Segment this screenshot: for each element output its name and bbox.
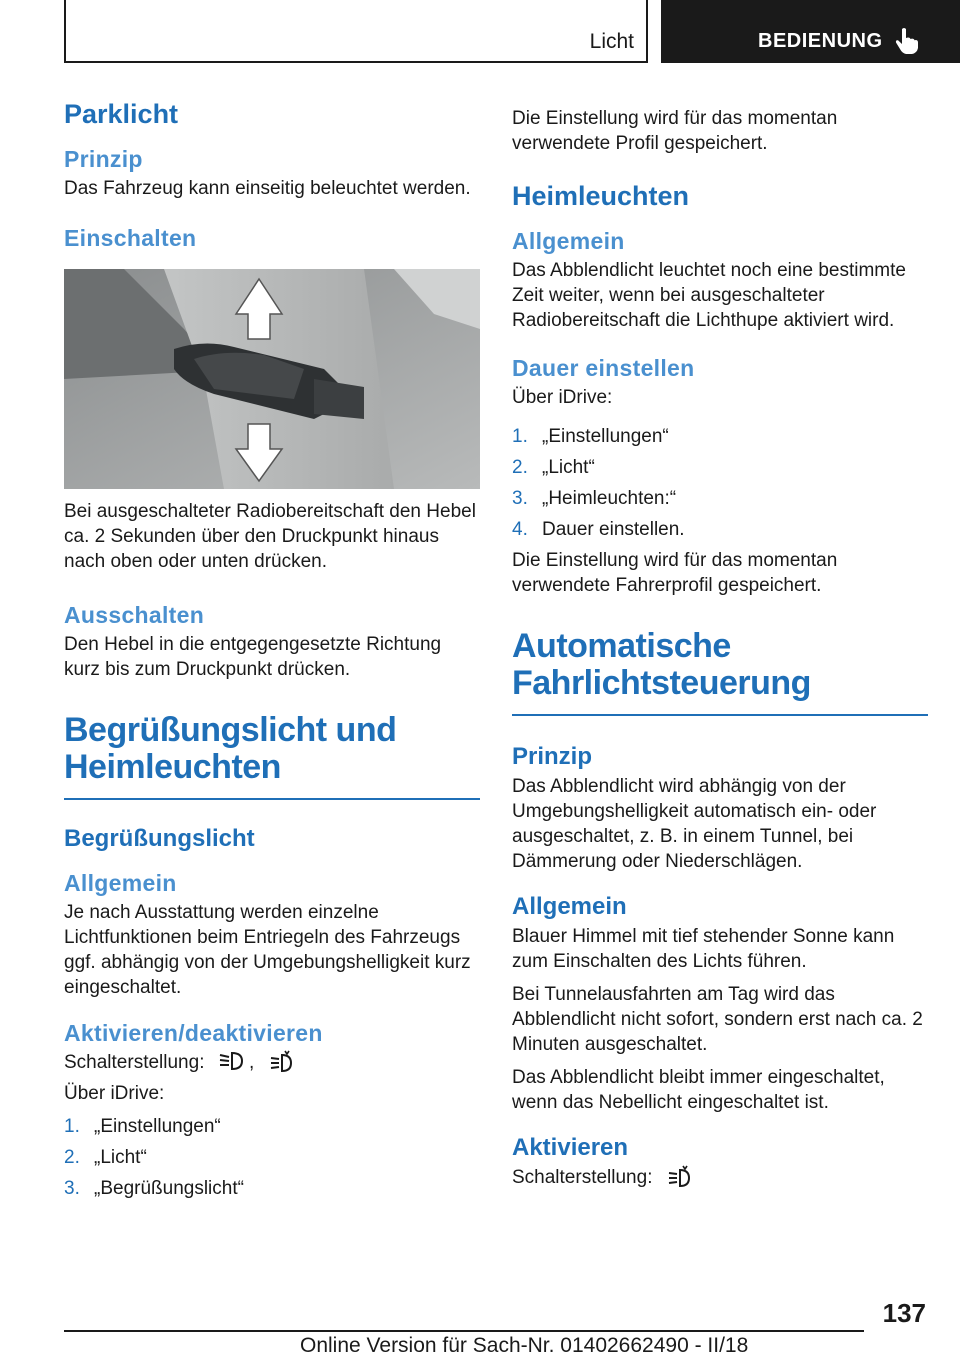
list-item: 2. „Licht“ <box>512 457 595 478</box>
header-frame <box>64 0 648 63</box>
right-column <box>512 106 928 1190</box>
heading-ausschalten: Ausschalten <box>64 602 205 628</box>
text-allgemein: Je nach Ausstattung werden einzelne Lichtfunktionen beim Entriegeln des Fahrzeugs ggf. abhängig von der Umgebungshelligkeit kurz eingeschaltet. <box>64 902 471 998</box>
heading-prinzip: Prinzip <box>64 146 143 172</box>
header-chapter-label: BEDIENUNG <box>758 30 883 52</box>
text-prinzip-right: Das Abblendlicht wird abhängig von der Umgebungshelligkeit automatisch ein- oder ausgeschaltet, z. B. in einem Tunnel, bei Dämmerung oder Niederschlägen. <box>512 776 877 872</box>
heading-begruessungslicht: Begrüßungslicht <box>64 825 255 852</box>
chapter-title-fahrlicht <box>512 628 928 702</box>
chapter-rule <box>64 798 480 800</box>
chapter-title-begruessung <box>64 712 480 786</box>
list-item: 3. „Heimleuchten:“ <box>512 488 677 509</box>
list-begruessung-steps <box>64 1114 480 1201</box>
heading-dauer-einstellen: Dauer einstellen <box>512 355 695 381</box>
schalterstellung-label: Schalterstellung: <box>64 1052 205 1073</box>
text-allgemein-heim: Das Abblendlicht leuchtet noch eine bestimmte Zeit weiter, wenn bei ausgeschalteter Radiobereitschaft die Lichthupe aktiviert wird. <box>512 260 906 331</box>
chapter-title-begruessung-line1: Begrüßungslicht und <box>64 711 397 749</box>
chapter-title-fahrlicht-line1: Automatische <box>512 627 731 665</box>
auto-light-icon <box>268 1050 294 1072</box>
footer-rule <box>64 1330 864 1332</box>
list-item: 3. „Begrüßungslicht“ <box>64 1178 244 1199</box>
chapter-title-fahrlicht-line2: Fahrlichtsteuerung <box>512 664 811 702</box>
list-item: 1. „Einstellungen“ <box>512 426 669 447</box>
schalterstellung-separator: , <box>249 1052 255 1073</box>
auto-light-icon <box>666 1165 692 1187</box>
text-allgemein-fahrlicht-3: Das Abblendlicht bleibt immer eingeschaltet, wenn das Nebellicht eingeschaltet ist. <box>512 1067 885 1113</box>
text-schalterstellung-right <box>512 1165 928 1190</box>
heading-parklicht: Parklicht <box>64 99 179 129</box>
chapter-rule-right <box>512 714 928 716</box>
text-idrive-right: Über iDrive: <box>512 387 613 408</box>
lever-photo <box>64 269 480 489</box>
chapter-title-begruessung-line2: Heimleuchten <box>64 748 281 786</box>
heading-aktivieren: Aktivieren <box>512 1134 629 1161</box>
text-einschalten: Bei ausgeschalteter Radiobereitschaft den Hebel ca. 2 Sekunden über den Druckpunkt hinaus nach oben oder unten drücken. <box>64 501 476 572</box>
low-beam-icon <box>218 1050 244 1072</box>
heading-aktivieren-deaktivieren: Aktivieren/deaktivieren <box>64 1020 323 1046</box>
text-schalterstellung <box>64 1050 480 1075</box>
list-item: 1. „Einstellungen“ <box>64 1116 221 1137</box>
list-heim-steps <box>512 424 928 542</box>
header-section-title: Licht <box>589 30 634 53</box>
heading-heimleuchten: Heimleuchten <box>512 181 690 211</box>
text-prinzip: Das Fahrzeug kann einseitig beleuchtet werden. <box>64 178 471 199</box>
header-chapter-tab <box>661 0 960 63</box>
text-profil-intro: Die Einstellung wird für das momentan verwendete Profil gespeichert. <box>512 108 838 154</box>
schalterstellung-label-right: Schalterstellung: <box>512 1167 653 1188</box>
page-number: 137 <box>882 1298 926 1328</box>
heading-allgemein-fahrlicht: Allgemein <box>512 893 627 920</box>
hand-pointer-icon <box>895 27 919 55</box>
left-column <box>64 98 480 1207</box>
text-allgemein-fahrlicht-2: Bei Tunnelausfahrten am Tag wird das Abblendlicht nicht sofort, sondern erst nach ca. 2 Minuten ausgeschaltet. <box>512 984 923 1055</box>
footer-online-version: Online Version für Sach-Nr. 01402662490 - II/18 <box>300 1334 749 1357</box>
text-ausschalten: Den Hebel in die entgegengesetzte Richtung kurz bis zum Druckpunkt drücken. <box>64 634 442 680</box>
heading-einschalten: Einschalten <box>64 225 197 251</box>
list-item: 2. „Licht“ <box>64 1147 147 1168</box>
list-item: 4. Dauer einstellen. <box>512 519 685 540</box>
text-fahrerprofil: Die Einstellung wird für das momentan verwendete Fahrerprofil gespeichert. <box>512 550 838 596</box>
heading-allgemein-heim: Allgemein <box>512 228 625 254</box>
heading-allgemein: Allgemein <box>64 870 177 896</box>
text-idrive: Über iDrive: <box>64 1083 165 1104</box>
text-allgemein-fahrlicht-1: Blauer Himmel mit tief stehender Sonne kann zum Einschalten des Lichts führen. <box>512 926 895 972</box>
heading-prinzip-right: Prinzip <box>512 743 593 770</box>
